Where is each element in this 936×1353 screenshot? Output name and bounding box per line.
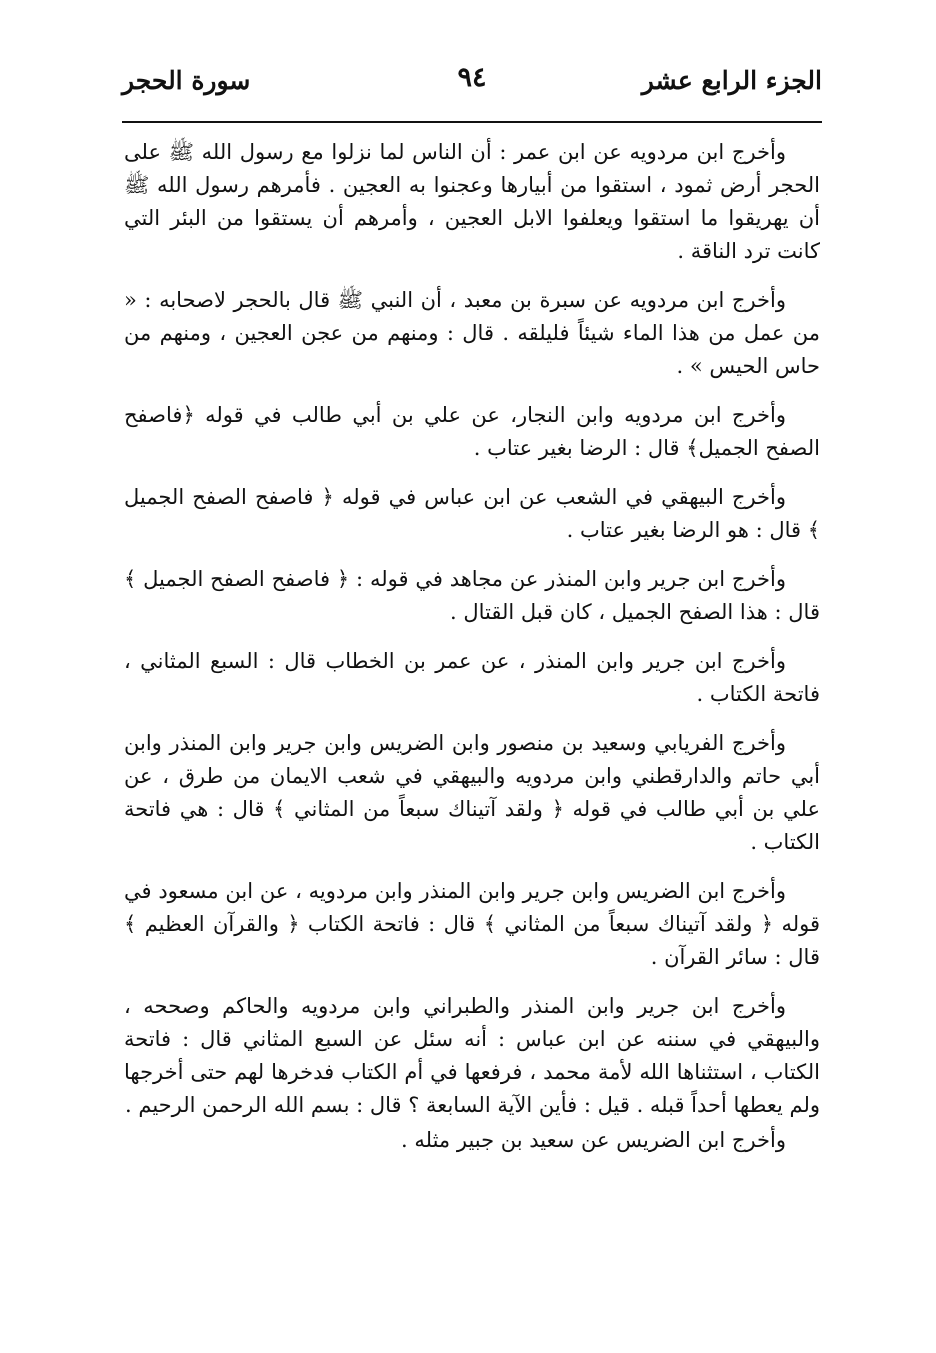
paragraph-10: وأخرج ابن الضريس عن سعيد بن جبير مثله . (401, 1128, 786, 1152)
paragraph-1: وأخرج ابن مردويه عن ابن عمر : أن الناس لما نزلوا مع رسول الله ﷺ على الحجر أرض ثمود ، استقوا من أبيارها وعجنوا به العجين . فأمرهم رسول الله ﷺ أن يهريقوا ما استقوا ويعلفوا الابل العجين ، وأمرهم أن يستقوا من البئر التي كانت ترد الناقة . (124, 140, 820, 263)
paragraph-4: وأخرج البيهقي في الشعب عن ابن عباس في قوله ﴿ فاصفح الصفح الجميل ﴾ قال : هو الرضا بغير عتاب . (124, 485, 820, 542)
paragraph-6: وأخرج ابن جرير وابن المنذر ، عن عمر بن الخطاب قال : السبع المثاني ، فاتحة الكتاب . (124, 649, 820, 706)
volume-label: الجزء الرابع عشر (641, 66, 822, 95)
paragraph-7: وأخرج الفريابي وسعيد بن منصور وابن الضريس وابن جرير وابن المنذر وابن أبي حاتم والدارقطني وابن مردويه والبيهقي في شعب الايمان من طرق ، عن علي بن أبي طالب في قوله ﴿ ولقد آتيناك سبعاً من المثاني ﴾ قال : هي فاتحة الكتاب . (124, 731, 820, 854)
header-divider (122, 121, 822, 123)
page-body (124, 136, 820, 1173)
page-number: ٩٤ (457, 62, 487, 93)
paragraph-9: وأخرج ابن جرير وابن المنذر والطبراني وابن مردويه والحاكم وصححه ، والبيهقي في سننه عن ابن عباس : أنه سئل عن السبع المثاني قال : فاتحة الكتاب ، استثناها الله لأمة محمد ، فرفعها في أم الكتاب فدخرها لهم حتى أخرجها ولم يعطها أحداً قبله . قيل : فأين الآية السابعة ؟ قال : بسم الله الرحمن الرحيم . (124, 994, 820, 1117)
paragraph-2: وأخرج ابن مردويه عن سبرة بن معبد ، أن النبي ﷺ قال بالحجر لاصحابه : « من عمل من هذا الماء شيئاً فليلقه . قال : ومنهم من عجن العجين ، ومنهم من حاس الحيس » . (124, 288, 820, 378)
paragraph-5: وأخرج ابن جرير وابن المنذر عن مجاهد في قوله : ﴿ فاصفح الصفح الجميل ﴾ قال : هذا الصفح الجميل ، كان قبل القتال . (124, 567, 820, 624)
page-header (122, 62, 822, 112)
paragraph-8: وأخرج ابن الضريس وابن جرير وابن المنذر وابن مردويه ، عن ابن مسعود في قوله ﴿ ولقد آتيناك سبعاً من المثاني ﴾ قال : فاتحة الكتاب ﴿ والقرآن العظيم ﴾ قال : سائر القرآن . (124, 879, 820, 969)
surah-label: سورة الحجر (122, 66, 251, 95)
paragraph-3: وأخرج ابن مردويه وابن النجار، عن علي بن أبي طالب في قوله ﴿فاصفح الصفح الجميل﴾ قال : الرضا بغير عتاب . (124, 403, 820, 460)
